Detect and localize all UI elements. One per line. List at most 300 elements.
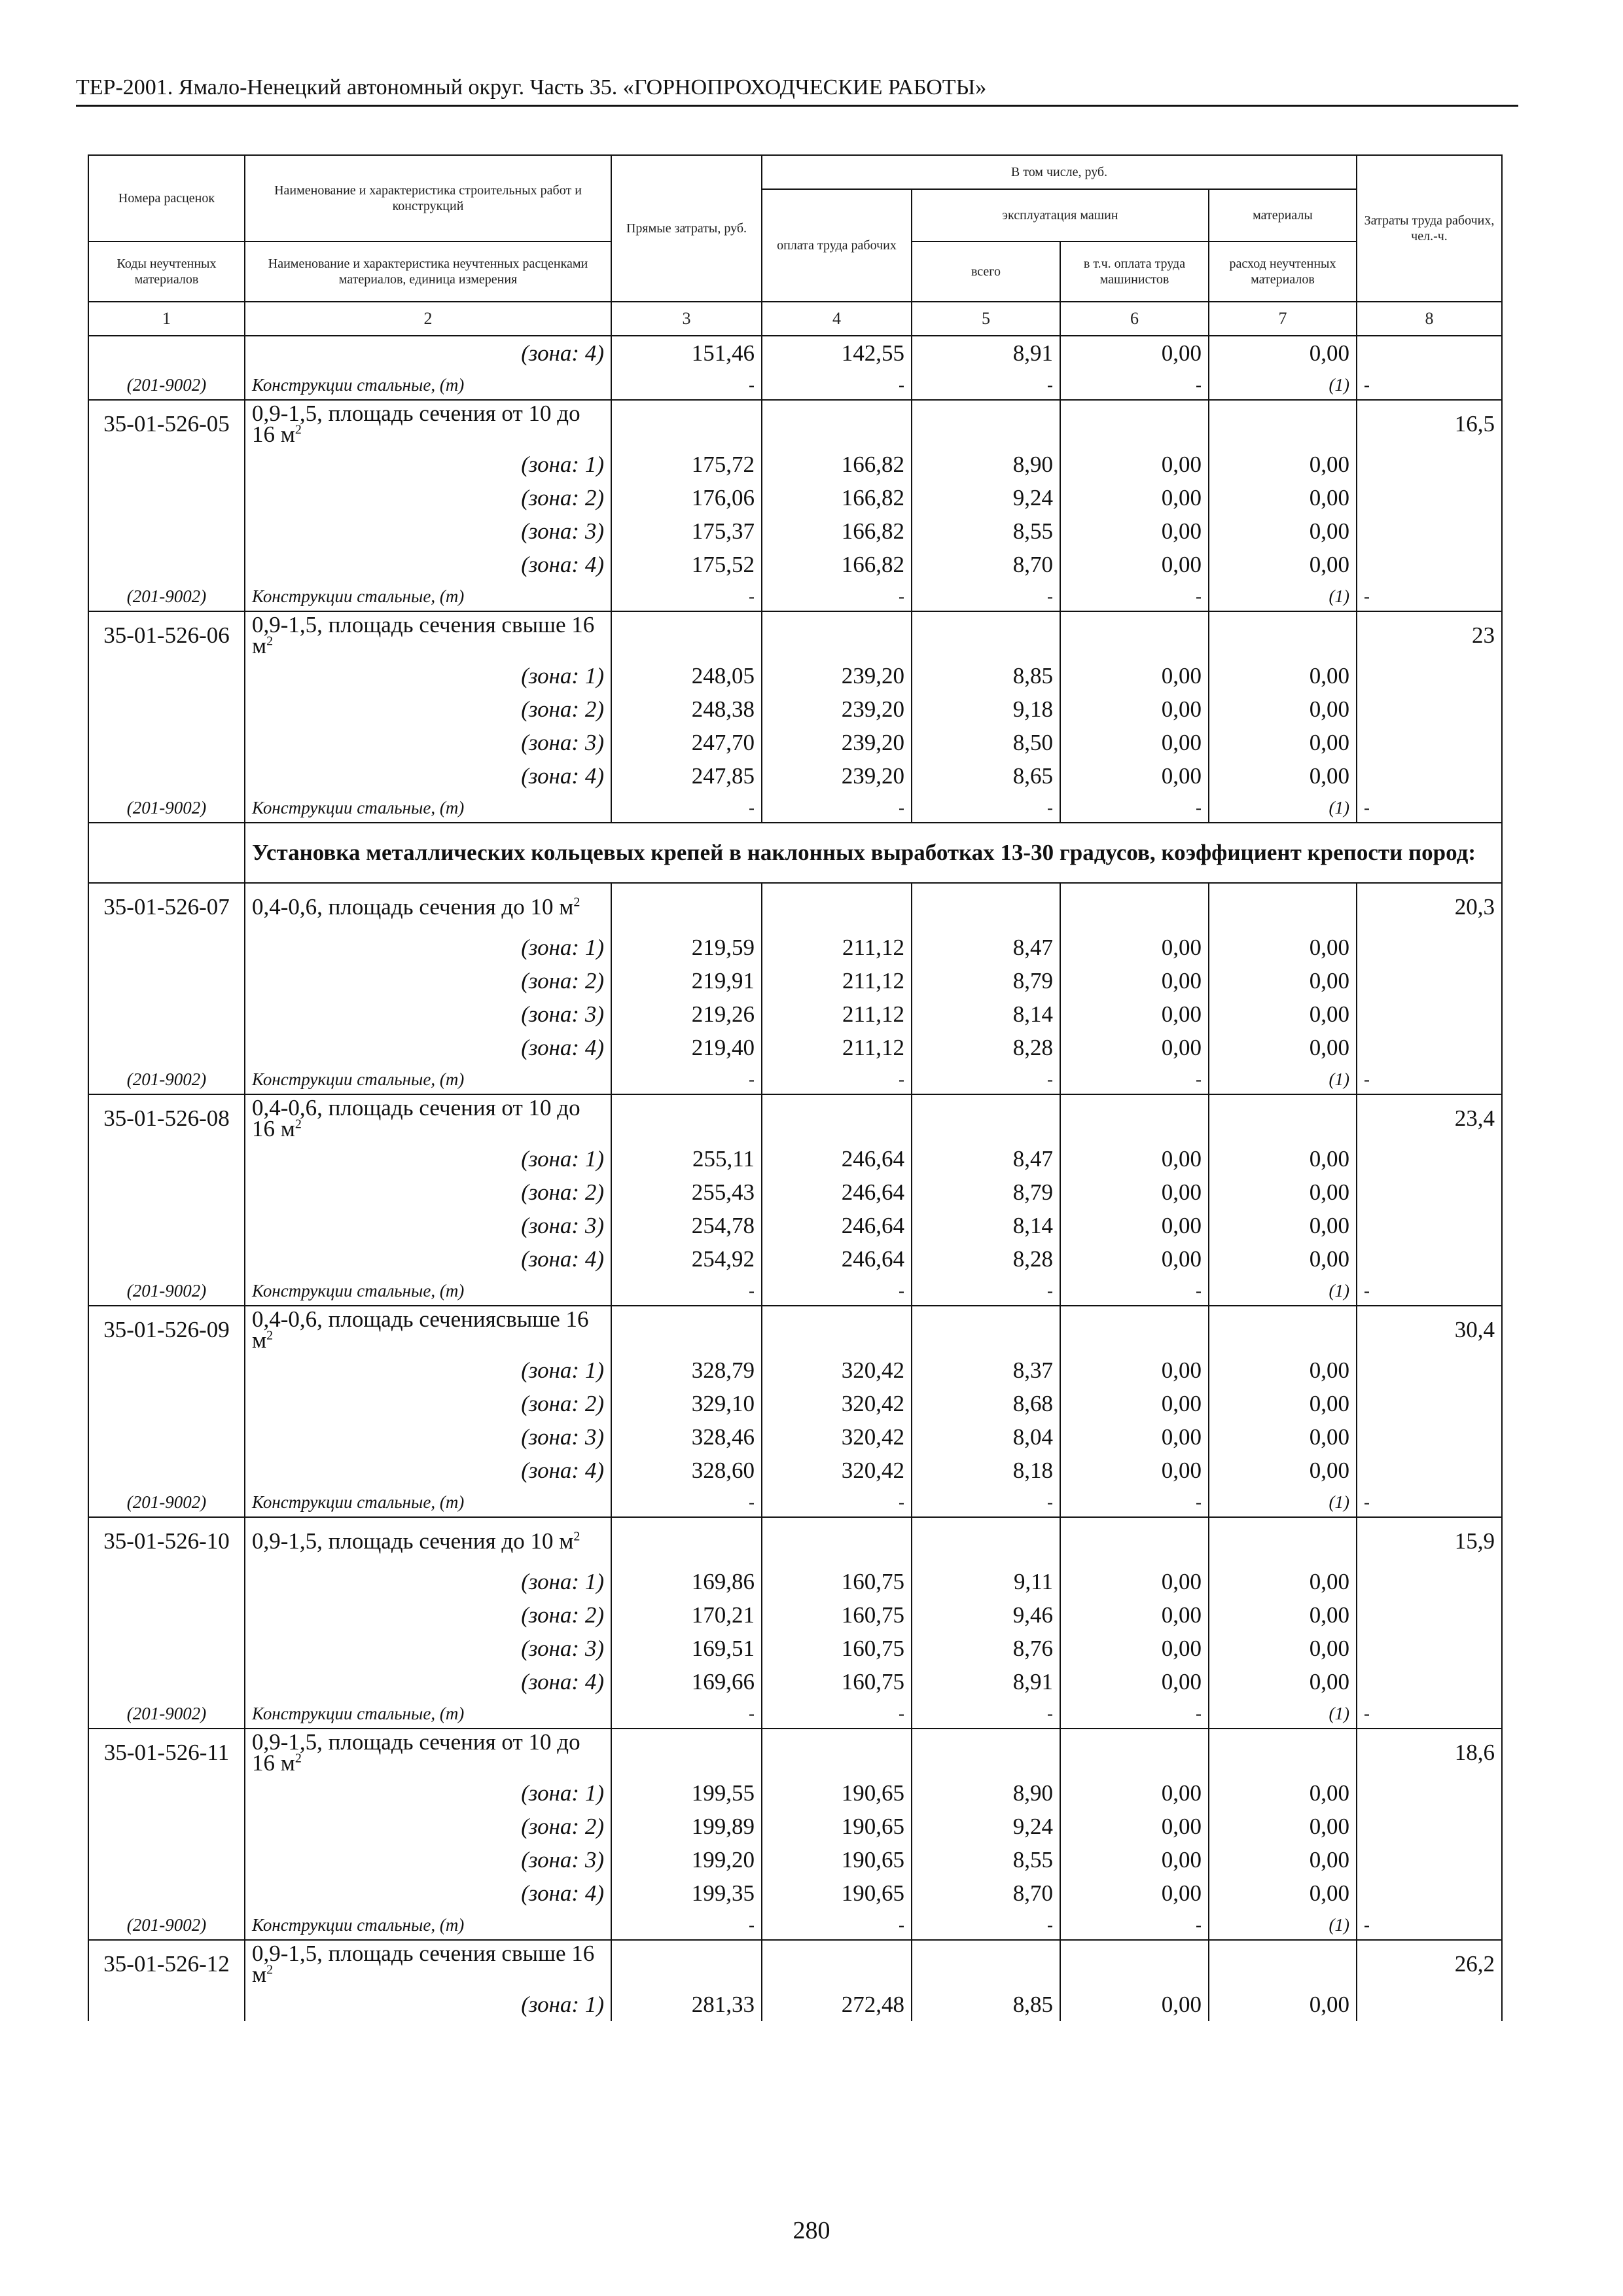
zone-label: (зона: 1)	[245, 1354, 611, 1387]
rate-name-superscript: 2	[573, 895, 580, 910]
rate-name-text: 0,4-0,6, площадь сечения от 10 до 16 м	[252, 1095, 580, 1141]
col-labor-costs: Затраты труда рабочих, чел.-ч.	[1357, 155, 1502, 302]
col-number: 8	[1357, 302, 1502, 336]
material-code: (201-9002)	[88, 793, 245, 823]
worker-pay-value: 320,42	[762, 1387, 912, 1420]
col-direct-costs: Прямые затраты, руб.	[611, 155, 762, 302]
material-qty: (1)	[1209, 1064, 1357, 1094]
material-qty: (1)	[1209, 370, 1357, 400]
machine-total-value: 8,55	[912, 514, 1060, 548]
machinist-pay-value: 0,00	[1060, 548, 1209, 581]
machinist-pay-value: 0,00	[1060, 1175, 1209, 1209]
table-body	[88, 336, 1502, 2021]
machine-total-value: 8,91	[912, 1665, 1060, 1698]
rate-code: 35-01-526-06	[88, 611, 245, 659]
material-qty: (1)	[1209, 1698, 1357, 1729]
machine-total-value: 9,46	[912, 1598, 1060, 1632]
direct-costs-value: 151,46	[611, 336, 762, 370]
machine-total-value: 8,70	[912, 1876, 1060, 1910]
material-row	[88, 793, 1502, 823]
zone-label: (зона: 3)	[245, 1843, 611, 1876]
zone-label: (зона: 4)	[245, 548, 611, 581]
zone-label: (зона: 2)	[245, 481, 611, 514]
machine-total-value: 9,24	[912, 481, 1060, 514]
col-machine-operation: эксплуатация машин	[912, 189, 1209, 242]
machinist-pay-value: 0,00	[1060, 1665, 1209, 1698]
rate-name-text: 0,9-1,5, площадь сечения до 10 м	[252, 1528, 574, 1554]
machinist-pay-value: 0,00	[1060, 1810, 1209, 1843]
machine-total-value: 8,65	[912, 759, 1060, 793]
zone-label: (зона: 4)	[245, 1031, 611, 1064]
machine-total-value: 8,90	[912, 1776, 1060, 1810]
zone-row	[88, 1810, 1502, 1843]
zone-row	[88, 726, 1502, 759]
dash-cell: -	[912, 1064, 1060, 1094]
material-name: Конструкции стальные, (т)	[245, 370, 611, 400]
dash-cell: -	[762, 1698, 912, 1729]
dash-cell: -	[1060, 1064, 1209, 1094]
direct-costs-value: 175,52	[611, 548, 762, 581]
dash-cell: -	[611, 793, 762, 823]
col-number: 4	[762, 302, 912, 336]
zone-label: (зона: 1)	[245, 1565, 611, 1598]
zone-row	[88, 692, 1502, 726]
trail-dash: -	[1357, 1276, 1502, 1306]
machine-total-value: 8,85	[912, 1988, 1060, 2021]
labor-cost-value: 26,2	[1357, 1940, 1502, 1988]
machine-total-value: 8,79	[912, 964, 1060, 997]
direct-costs-value: 175,37	[611, 514, 762, 548]
rate-name-superscript: 2	[573, 1529, 580, 1544]
worker-pay-value: 190,65	[762, 1876, 912, 1910]
material-qty: (1)	[1209, 793, 1357, 823]
zone-label: (зона: 1)	[245, 1988, 611, 2021]
worker-pay-value: 160,75	[762, 1565, 912, 1598]
rate-code: 35-01-526-08	[88, 1094, 245, 1142]
materials-value: 0,00	[1209, 1988, 1357, 2021]
zone-row	[88, 481, 1502, 514]
zone-row	[88, 1242, 1502, 1276]
rate-code: 35-01-526-07	[88, 883, 245, 931]
dash-cell: -	[762, 581, 912, 611]
col-machinist-pay: в т.ч. оплата труда машинистов	[1060, 242, 1209, 302]
machine-total-value: 8,47	[912, 1142, 1060, 1175]
machine-total-value: 8,04	[912, 1420, 1060, 1454]
page-header	[76, 73, 1518, 107]
col-unaccounted-materials-use: расход неучтенных материалов	[1209, 242, 1357, 302]
direct-costs-value: 328,79	[611, 1354, 762, 1387]
zone-row	[88, 1142, 1502, 1175]
dash-cell: -	[611, 370, 762, 400]
machine-total-value: 8,85	[912, 659, 1060, 692]
dash-cell: -	[912, 370, 1060, 400]
zone-row	[88, 1565, 1502, 1598]
dash-cell: -	[611, 1064, 762, 1094]
machine-total-value: 8,76	[912, 1632, 1060, 1665]
rates-table	[88, 154, 1503, 2021]
materials-value: 0,00	[1209, 1776, 1357, 1810]
materials-value: 0,00	[1209, 1175, 1357, 1209]
dash-cell: -	[912, 1276, 1060, 1306]
materials-value: 0,00	[1209, 931, 1357, 964]
rate-name-text: 0,4-0,6, площадь сечениясвыше 16 м	[252, 1306, 589, 1353]
rate-name-text: 0,9-1,5, площадь сечения от 10 до 16 м	[252, 1729, 580, 1776]
zone-label: (зона: 4)	[245, 1876, 611, 1910]
machine-total-value: 8,14	[912, 997, 1060, 1031]
machinist-pay-value: 0,00	[1060, 1209, 1209, 1242]
zone-row	[88, 1776, 1502, 1810]
zone-label: (зона: 1)	[245, 1142, 611, 1175]
materials-value: 0,00	[1209, 1209, 1357, 1242]
machinist-pay-value: 0,00	[1060, 1242, 1209, 1276]
zone-row	[88, 336, 1502, 370]
machinist-pay-value: 0,00	[1060, 514, 1209, 548]
dash-cell: -	[1060, 793, 1209, 823]
machine-total-value: 8,79	[912, 1175, 1060, 1209]
worker-pay-value: 160,75	[762, 1665, 912, 1698]
machinist-pay-value: 0,00	[1060, 1387, 1209, 1420]
zone-label: (зона: 2)	[245, 1387, 611, 1420]
direct-costs-value: 219,91	[611, 964, 762, 997]
rate-code: 35-01-526-10	[88, 1517, 245, 1565]
zone-label: (зона: 1)	[245, 659, 611, 692]
trail-dash: -	[1357, 370, 1502, 400]
rate-name-text: 0,9-1,5, площадь сечения от 10 до 16 м	[252, 401, 580, 447]
worker-pay-value: 239,20	[762, 759, 912, 793]
materials-value: 0,00	[1209, 997, 1357, 1031]
machine-total-value: 8,18	[912, 1454, 1060, 1487]
zone-row	[88, 548, 1502, 581]
col-number: 7	[1209, 302, 1357, 336]
rate-name-text: 0,9-1,5, площадь сечения свыше 16 м	[252, 1941, 595, 1987]
machinist-pay-value: 0,00	[1060, 692, 1209, 726]
materials-value: 0,00	[1209, 1387, 1357, 1420]
materials-value: 0,00	[1209, 1632, 1357, 1665]
rate-name-text: 0,9-1,5, площадь сечения свыше 16 м	[252, 612, 595, 658]
col-rate-numbers: Номера расценок	[88, 155, 245, 242]
rate-row	[88, 1729, 1502, 1776]
direct-costs-value: 170,21	[611, 1598, 762, 1632]
dash-cell: -	[912, 1698, 1060, 1729]
material-qty: (1)	[1209, 581, 1357, 611]
machinist-pay-value: 0,00	[1060, 336, 1209, 370]
worker-pay-value: 320,42	[762, 1354, 912, 1387]
machinist-pay-value: 0,00	[1060, 997, 1209, 1031]
machine-total-value: 8,55	[912, 1843, 1060, 1876]
direct-costs-value: 219,40	[611, 1031, 762, 1064]
material-qty: (1)	[1209, 1487, 1357, 1517]
material-row	[88, 1487, 1502, 1517]
col-number: 1	[88, 302, 245, 336]
rate-name-superscript: 2	[266, 1962, 274, 1977]
col-number: 5	[912, 302, 1060, 336]
worker-pay-value: 211,12	[762, 964, 912, 997]
material-name: Конструкции стальные, (т)	[245, 1064, 611, 1094]
machinist-pay-value: 0,00	[1060, 1988, 1209, 2021]
direct-costs-value: 248,38	[611, 692, 762, 726]
worker-pay-value: 166,82	[762, 481, 912, 514]
materials-value: 0,00	[1209, 759, 1357, 793]
materials-value: 0,00	[1209, 1242, 1357, 1276]
machine-total-value: 8,91	[912, 336, 1060, 370]
direct-costs-value: 169,51	[611, 1632, 762, 1665]
materials-value: 0,00	[1209, 1454, 1357, 1487]
zone-label: (зона: 3)	[245, 1632, 611, 1665]
col-number: 6	[1060, 302, 1209, 336]
direct-costs-value: 328,60	[611, 1454, 762, 1487]
dash-cell: -	[611, 1698, 762, 1729]
labor-cost-value: 30,4	[1357, 1306, 1502, 1354]
machinist-pay-value: 0,00	[1060, 1876, 1209, 1910]
worker-pay-value: 166,82	[762, 448, 912, 481]
material-code: (201-9002)	[88, 581, 245, 611]
machine-total-value: 8,50	[912, 726, 1060, 759]
machinist-pay-value: 0,00	[1060, 931, 1209, 964]
direct-costs-value: 328,46	[611, 1420, 762, 1454]
direct-costs-value: 329,10	[611, 1387, 762, 1420]
dash-cell: -	[611, 1487, 762, 1517]
direct-costs-value: 175,72	[611, 448, 762, 481]
material-code: (201-9002)	[88, 1276, 245, 1306]
section-title: Установка металлических кольцевых крепей в наклонных выработках 13-30 градусов, коэффициент крепости пород:	[245, 823, 1502, 883]
material-name: Конструкции стальные, (т)	[245, 793, 611, 823]
worker-pay-value: 320,42	[762, 1420, 912, 1454]
machinist-pay-value: 0,00	[1060, 1454, 1209, 1487]
zone-label: (зона: 4)	[245, 336, 611, 370]
direct-costs-value: 176,06	[611, 481, 762, 514]
machinist-pay-value: 0,00	[1060, 759, 1209, 793]
page-number: 280	[793, 2217, 830, 2244]
labor-cost-value: 15,9	[1357, 1517, 1502, 1565]
dash-cell: -	[1060, 1910, 1209, 1940]
rate-code: 35-01-526-05	[88, 400, 245, 448]
materials-value: 0,00	[1209, 548, 1357, 581]
zone-row	[88, 1387, 1502, 1420]
rate-row	[88, 883, 1502, 931]
materials-value: 0,00	[1209, 1843, 1357, 1876]
materials-value: 0,00	[1209, 1354, 1357, 1387]
material-row	[88, 1064, 1502, 1094]
machine-total-value: 9,18	[912, 692, 1060, 726]
zone-label: (зона: 2)	[245, 1598, 611, 1632]
dash-cell: -	[912, 1910, 1060, 1940]
machinist-pay-value: 0,00	[1060, 481, 1209, 514]
zone-row	[88, 1598, 1502, 1632]
worker-pay-value: 160,75	[762, 1598, 912, 1632]
worker-pay-value: 246,64	[762, 1175, 912, 1209]
zone-row	[88, 1420, 1502, 1454]
trail-dash: -	[1357, 793, 1502, 823]
dash-cell: -	[762, 1064, 912, 1094]
worker-pay-value: 211,12	[762, 1031, 912, 1064]
zone-label: (зона: 2)	[245, 692, 611, 726]
machinist-pay-value: 0,00	[1060, 1632, 1209, 1665]
direct-costs-value: 219,59	[611, 931, 762, 964]
zone-label: (зона: 3)	[245, 1209, 611, 1242]
materials-value: 0,00	[1209, 964, 1357, 997]
zone-label: (зона: 4)	[245, 1454, 611, 1487]
materials-value: 0,00	[1209, 692, 1357, 726]
materials-value: 0,00	[1209, 1665, 1357, 1698]
zone-row	[88, 659, 1502, 692]
materials-value: 0,00	[1209, 481, 1357, 514]
zone-label: (зона: 1)	[245, 931, 611, 964]
machine-total-value: 9,11	[912, 1565, 1060, 1598]
labor-cost-value: 16,5	[1357, 400, 1502, 448]
worker-pay-value: 320,42	[762, 1454, 912, 1487]
rate-name	[245, 1517, 611, 1565]
material-name: Конструкции стальные, (т)	[245, 1276, 611, 1306]
rate-name	[245, 1940, 611, 1988]
dash-cell: -	[762, 1276, 912, 1306]
table-header	[88, 155, 1502, 336]
zone-row	[88, 1843, 1502, 1876]
trail-dash: -	[1357, 1698, 1502, 1729]
col-work-name: Наименование и характеристика строительных работ и конструкций	[245, 155, 611, 242]
rate-name	[245, 611, 611, 659]
rate-name	[245, 400, 611, 448]
direct-costs-value: 255,11	[611, 1142, 762, 1175]
dash-cell: -	[912, 581, 1060, 611]
labor-cost-value: 23,4	[1357, 1094, 1502, 1142]
rate-row	[88, 1940, 1502, 1988]
zone-row	[88, 1209, 1502, 1242]
zone-row	[88, 514, 1502, 548]
zone-row	[88, 1632, 1502, 1665]
trail-dash: -	[1357, 581, 1502, 611]
materials-value: 0,00	[1209, 448, 1357, 481]
column-numbers-row	[88, 302, 1502, 336]
direct-costs-value: 281,33	[611, 1988, 762, 2021]
worker-pay-value: 211,12	[762, 931, 912, 964]
machine-total-value: 8,28	[912, 1031, 1060, 1064]
zone-label: (зона: 3)	[245, 726, 611, 759]
rate-name	[245, 883, 611, 931]
direct-costs-value: 199,55	[611, 1776, 762, 1810]
zone-label: (зона: 2)	[245, 964, 611, 997]
direct-costs-value: 254,78	[611, 1209, 762, 1242]
dash-cell: -	[762, 793, 912, 823]
material-name: Конструкции стальные, (т)	[245, 1910, 611, 1940]
zone-row	[88, 1454, 1502, 1487]
dash-cell: -	[912, 793, 1060, 823]
rate-code: 35-01-526-12	[88, 1940, 245, 1988]
direct-costs-value: 199,89	[611, 1810, 762, 1843]
machinist-pay-value: 0,00	[1060, 659, 1209, 692]
materials-value: 0,00	[1209, 1565, 1357, 1598]
worker-pay-value: 272,48	[762, 1988, 912, 2021]
direct-costs-value: 254,92	[611, 1242, 762, 1276]
materials-value: 0,00	[1209, 659, 1357, 692]
machinist-pay-value: 0,00	[1060, 1598, 1209, 1632]
material-qty: (1)	[1209, 1910, 1357, 1940]
materials-value: 0,00	[1209, 726, 1357, 759]
col-materials: материалы	[1209, 189, 1357, 242]
zone-row	[88, 1988, 1502, 2021]
zone-row	[88, 964, 1502, 997]
material-row	[88, 1910, 1502, 1940]
zone-row	[88, 759, 1502, 793]
machine-total-value: 8,70	[912, 548, 1060, 581]
rate-code: 35-01-526-11	[88, 1729, 245, 1776]
document-title: ТЕР-2001. Ямало-Ненецкий автономный округ. Часть 35. «ГОРНОПРОХОДЧЕСКИЕ РАБОТЫ»	[76, 75, 987, 99]
material-row	[88, 1698, 1502, 1729]
materials-value: 0,00	[1209, 336, 1357, 370]
direct-costs-value: 169,86	[611, 1565, 762, 1598]
zone-row	[88, 1876, 1502, 1910]
machine-total-value: 9,24	[912, 1810, 1060, 1843]
zone-label: (зона: 3)	[245, 514, 611, 548]
direct-costs-value: 247,85	[611, 759, 762, 793]
zone-label: (зона: 2)	[245, 1175, 611, 1209]
rate-name-superscript: 2	[266, 634, 274, 649]
trail-dash: -	[1357, 1910, 1502, 1940]
material-row	[88, 581, 1502, 611]
col-including: В том числе, руб.	[762, 155, 1357, 189]
direct-costs-value: 255,43	[611, 1175, 762, 1209]
rate-name	[245, 1094, 611, 1142]
machinist-pay-value: 0,00	[1060, 1776, 1209, 1810]
materials-value: 0,00	[1209, 1876, 1357, 1910]
zone-row	[88, 997, 1502, 1031]
worker-pay-value: 190,65	[762, 1843, 912, 1876]
rate-name-superscript: 2	[294, 422, 302, 437]
dash-cell: -	[611, 581, 762, 611]
worker-pay-value: 246,64	[762, 1142, 912, 1175]
labor-cost-value: 20,3	[1357, 883, 1502, 931]
zone-row	[88, 1665, 1502, 1698]
rate-name	[245, 1306, 611, 1354]
worker-pay-value: 246,64	[762, 1209, 912, 1242]
machine-total-value: 8,37	[912, 1354, 1060, 1387]
material-code: (201-9002)	[88, 1910, 245, 1940]
direct-costs-value: 219,26	[611, 997, 762, 1031]
dash-cell: -	[912, 1487, 1060, 1517]
zone-label: (зона: 1)	[245, 448, 611, 481]
material-code: (201-9002)	[88, 1698, 245, 1729]
materials-value: 0,00	[1209, 1420, 1357, 1454]
zone-label: (зона: 3)	[245, 997, 611, 1031]
section-heading-row	[88, 823, 1502, 883]
zone-label: (зона: 4)	[245, 1242, 611, 1276]
rate-name-text: 0,4-0,6, площадь сечения до 10 м	[252, 894, 574, 920]
machine-total-value: 8,90	[912, 448, 1060, 481]
zone-label: (зона: 1)	[245, 1776, 611, 1810]
machinist-pay-value: 0,00	[1060, 1354, 1209, 1387]
zone-row	[88, 448, 1502, 481]
dash-cell: -	[1060, 1487, 1209, 1517]
machinist-pay-value: 0,00	[1060, 1420, 1209, 1454]
labor-cost-value: 23	[1357, 611, 1502, 659]
dash-cell: -	[762, 1487, 912, 1517]
materials-value: 0,00	[1209, 1598, 1357, 1632]
worker-pay-value: 239,20	[762, 726, 912, 759]
machinist-pay-value: 0,00	[1060, 448, 1209, 481]
labor-cost-value: 18,6	[1357, 1729, 1502, 1776]
rate-row	[88, 1306, 1502, 1354]
material-row	[88, 1276, 1502, 1306]
rate-code: 35-01-526-09	[88, 1306, 245, 1354]
direct-costs-value: 199,20	[611, 1843, 762, 1876]
worker-pay-value: 246,64	[762, 1242, 912, 1276]
direct-costs-value: 248,05	[611, 659, 762, 692]
dash-cell: -	[1060, 1276, 1209, 1306]
worker-pay-value: 166,82	[762, 548, 912, 581]
material-code: (201-9002)	[88, 370, 245, 400]
rate-row	[88, 1094, 1502, 1142]
zone-row	[88, 931, 1502, 964]
direct-costs-value: 169,66	[611, 1665, 762, 1698]
